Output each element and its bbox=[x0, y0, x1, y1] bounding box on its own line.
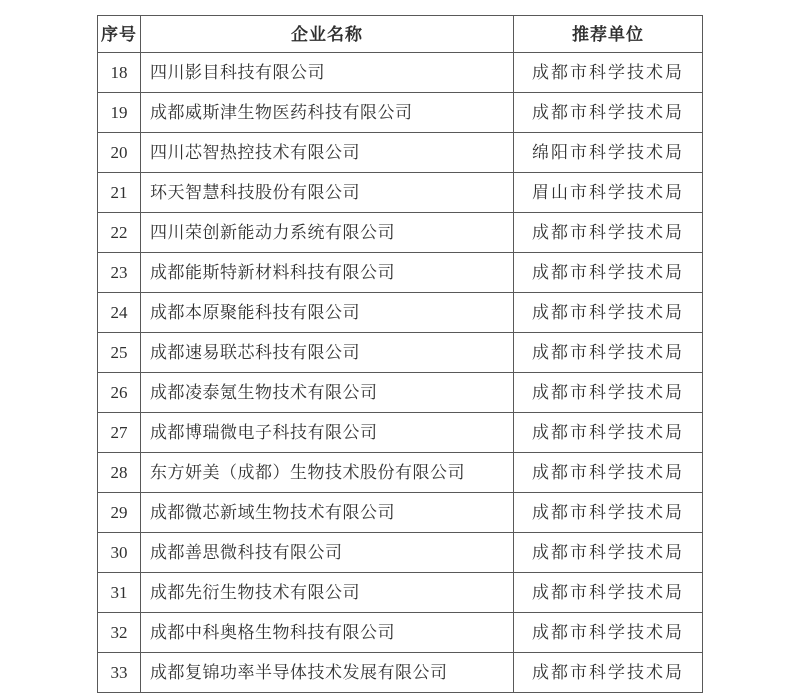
row-number: 33 bbox=[98, 653, 141, 693]
recommender-name: 成都市科学技术局 bbox=[514, 53, 703, 93]
row-number: 23 bbox=[98, 253, 141, 293]
company-name: 成都速易联芯科技有限公司 bbox=[141, 333, 514, 373]
table-row bbox=[98, 613, 703, 653]
company-name: 成都先衍生物技术有限公司 bbox=[141, 573, 514, 613]
table-row bbox=[98, 333, 703, 373]
row-number: 21 bbox=[98, 173, 141, 213]
recommender-name: 成都市科学技术局 bbox=[514, 333, 703, 373]
company-name: 成都能斯特新材料科技有限公司 bbox=[141, 253, 514, 293]
recommender-name: 成都市科学技术局 bbox=[514, 533, 703, 573]
table-row bbox=[98, 293, 703, 333]
company-recommendation-table bbox=[97, 15, 703, 693]
row-number: 26 bbox=[98, 373, 141, 413]
row-number: 29 bbox=[98, 493, 141, 533]
company-name: 成都中科奥格生物科技有限公司 bbox=[141, 613, 514, 653]
recommender-name: 绵阳市科学技术局 bbox=[514, 133, 703, 173]
company-name: 成都复锦功率半导体技术发展有限公司 bbox=[141, 653, 514, 693]
company-name: 成都本原聚能科技有限公司 bbox=[141, 293, 514, 333]
company-name: 四川荣创新能动力系统有限公司 bbox=[141, 213, 514, 253]
company-name: 成都微芯新域生物技术有限公司 bbox=[141, 493, 514, 533]
table-header bbox=[98, 16, 703, 53]
row-number: 25 bbox=[98, 333, 141, 373]
recommender-name: 成都市科学技术局 bbox=[514, 293, 703, 333]
company-name: 四川影目科技有限公司 bbox=[141, 53, 514, 93]
recommender-name: 眉山市科学技术局 bbox=[514, 173, 703, 213]
header-recommender: 推荐单位 bbox=[514, 16, 703, 53]
recommender-name: 成都市科学技术局 bbox=[514, 493, 703, 533]
table-row bbox=[98, 53, 703, 93]
company-name: 四川芯智热控技术有限公司 bbox=[141, 133, 514, 173]
table-row bbox=[98, 133, 703, 173]
recommender-name: 成都市科学技术局 bbox=[514, 373, 703, 413]
row-number: 18 bbox=[98, 53, 141, 93]
row-number: 22 bbox=[98, 213, 141, 253]
row-number: 20 bbox=[98, 133, 141, 173]
recommender-name: 成都市科学技术局 bbox=[514, 653, 703, 693]
table-row bbox=[98, 93, 703, 133]
header-serial-number: 序号 bbox=[98, 16, 141, 53]
company-name: 成都威斯津生物医药科技有限公司 bbox=[141, 93, 514, 133]
row-number: 28 bbox=[98, 453, 141, 493]
table-row bbox=[98, 253, 703, 293]
row-number: 30 bbox=[98, 533, 141, 573]
recommender-name: 成都市科学技术局 bbox=[514, 253, 703, 293]
row-number: 19 bbox=[98, 93, 141, 133]
table-row bbox=[98, 173, 703, 213]
row-number: 32 bbox=[98, 613, 141, 653]
table-row bbox=[98, 493, 703, 533]
company-name: 成都博瑞微电子科技有限公司 bbox=[141, 413, 514, 453]
table-row bbox=[98, 533, 703, 573]
table-row bbox=[98, 573, 703, 613]
recommender-name: 成都市科学技术局 bbox=[514, 413, 703, 453]
row-number: 24 bbox=[98, 293, 141, 333]
company-name: 成都善思微科技有限公司 bbox=[141, 533, 514, 573]
recommender-name: 成都市科学技术局 bbox=[514, 613, 703, 653]
table-row bbox=[98, 453, 703, 493]
company-name: 成都凌泰氪生物技术有限公司 bbox=[141, 373, 514, 413]
table-row bbox=[98, 373, 703, 413]
company-name: 东方妍美（成都）生物技术股份有限公司 bbox=[141, 453, 514, 493]
table-row bbox=[98, 653, 703, 693]
recommender-name: 成都市科学技术局 bbox=[514, 93, 703, 133]
recommender-name: 成都市科学技术局 bbox=[514, 453, 703, 493]
recommender-name: 成都市科学技术局 bbox=[514, 573, 703, 613]
company-name: 环天智慧科技股份有限公司 bbox=[141, 173, 514, 213]
header-company-name: 企业名称 bbox=[141, 16, 514, 53]
table-body bbox=[98, 53, 703, 693]
recommender-name: 成都市科学技术局 bbox=[514, 213, 703, 253]
table-row bbox=[98, 413, 703, 453]
table-row bbox=[98, 213, 703, 253]
row-number: 27 bbox=[98, 413, 141, 453]
row-number: 31 bbox=[98, 573, 141, 613]
header-row bbox=[98, 16, 703, 53]
